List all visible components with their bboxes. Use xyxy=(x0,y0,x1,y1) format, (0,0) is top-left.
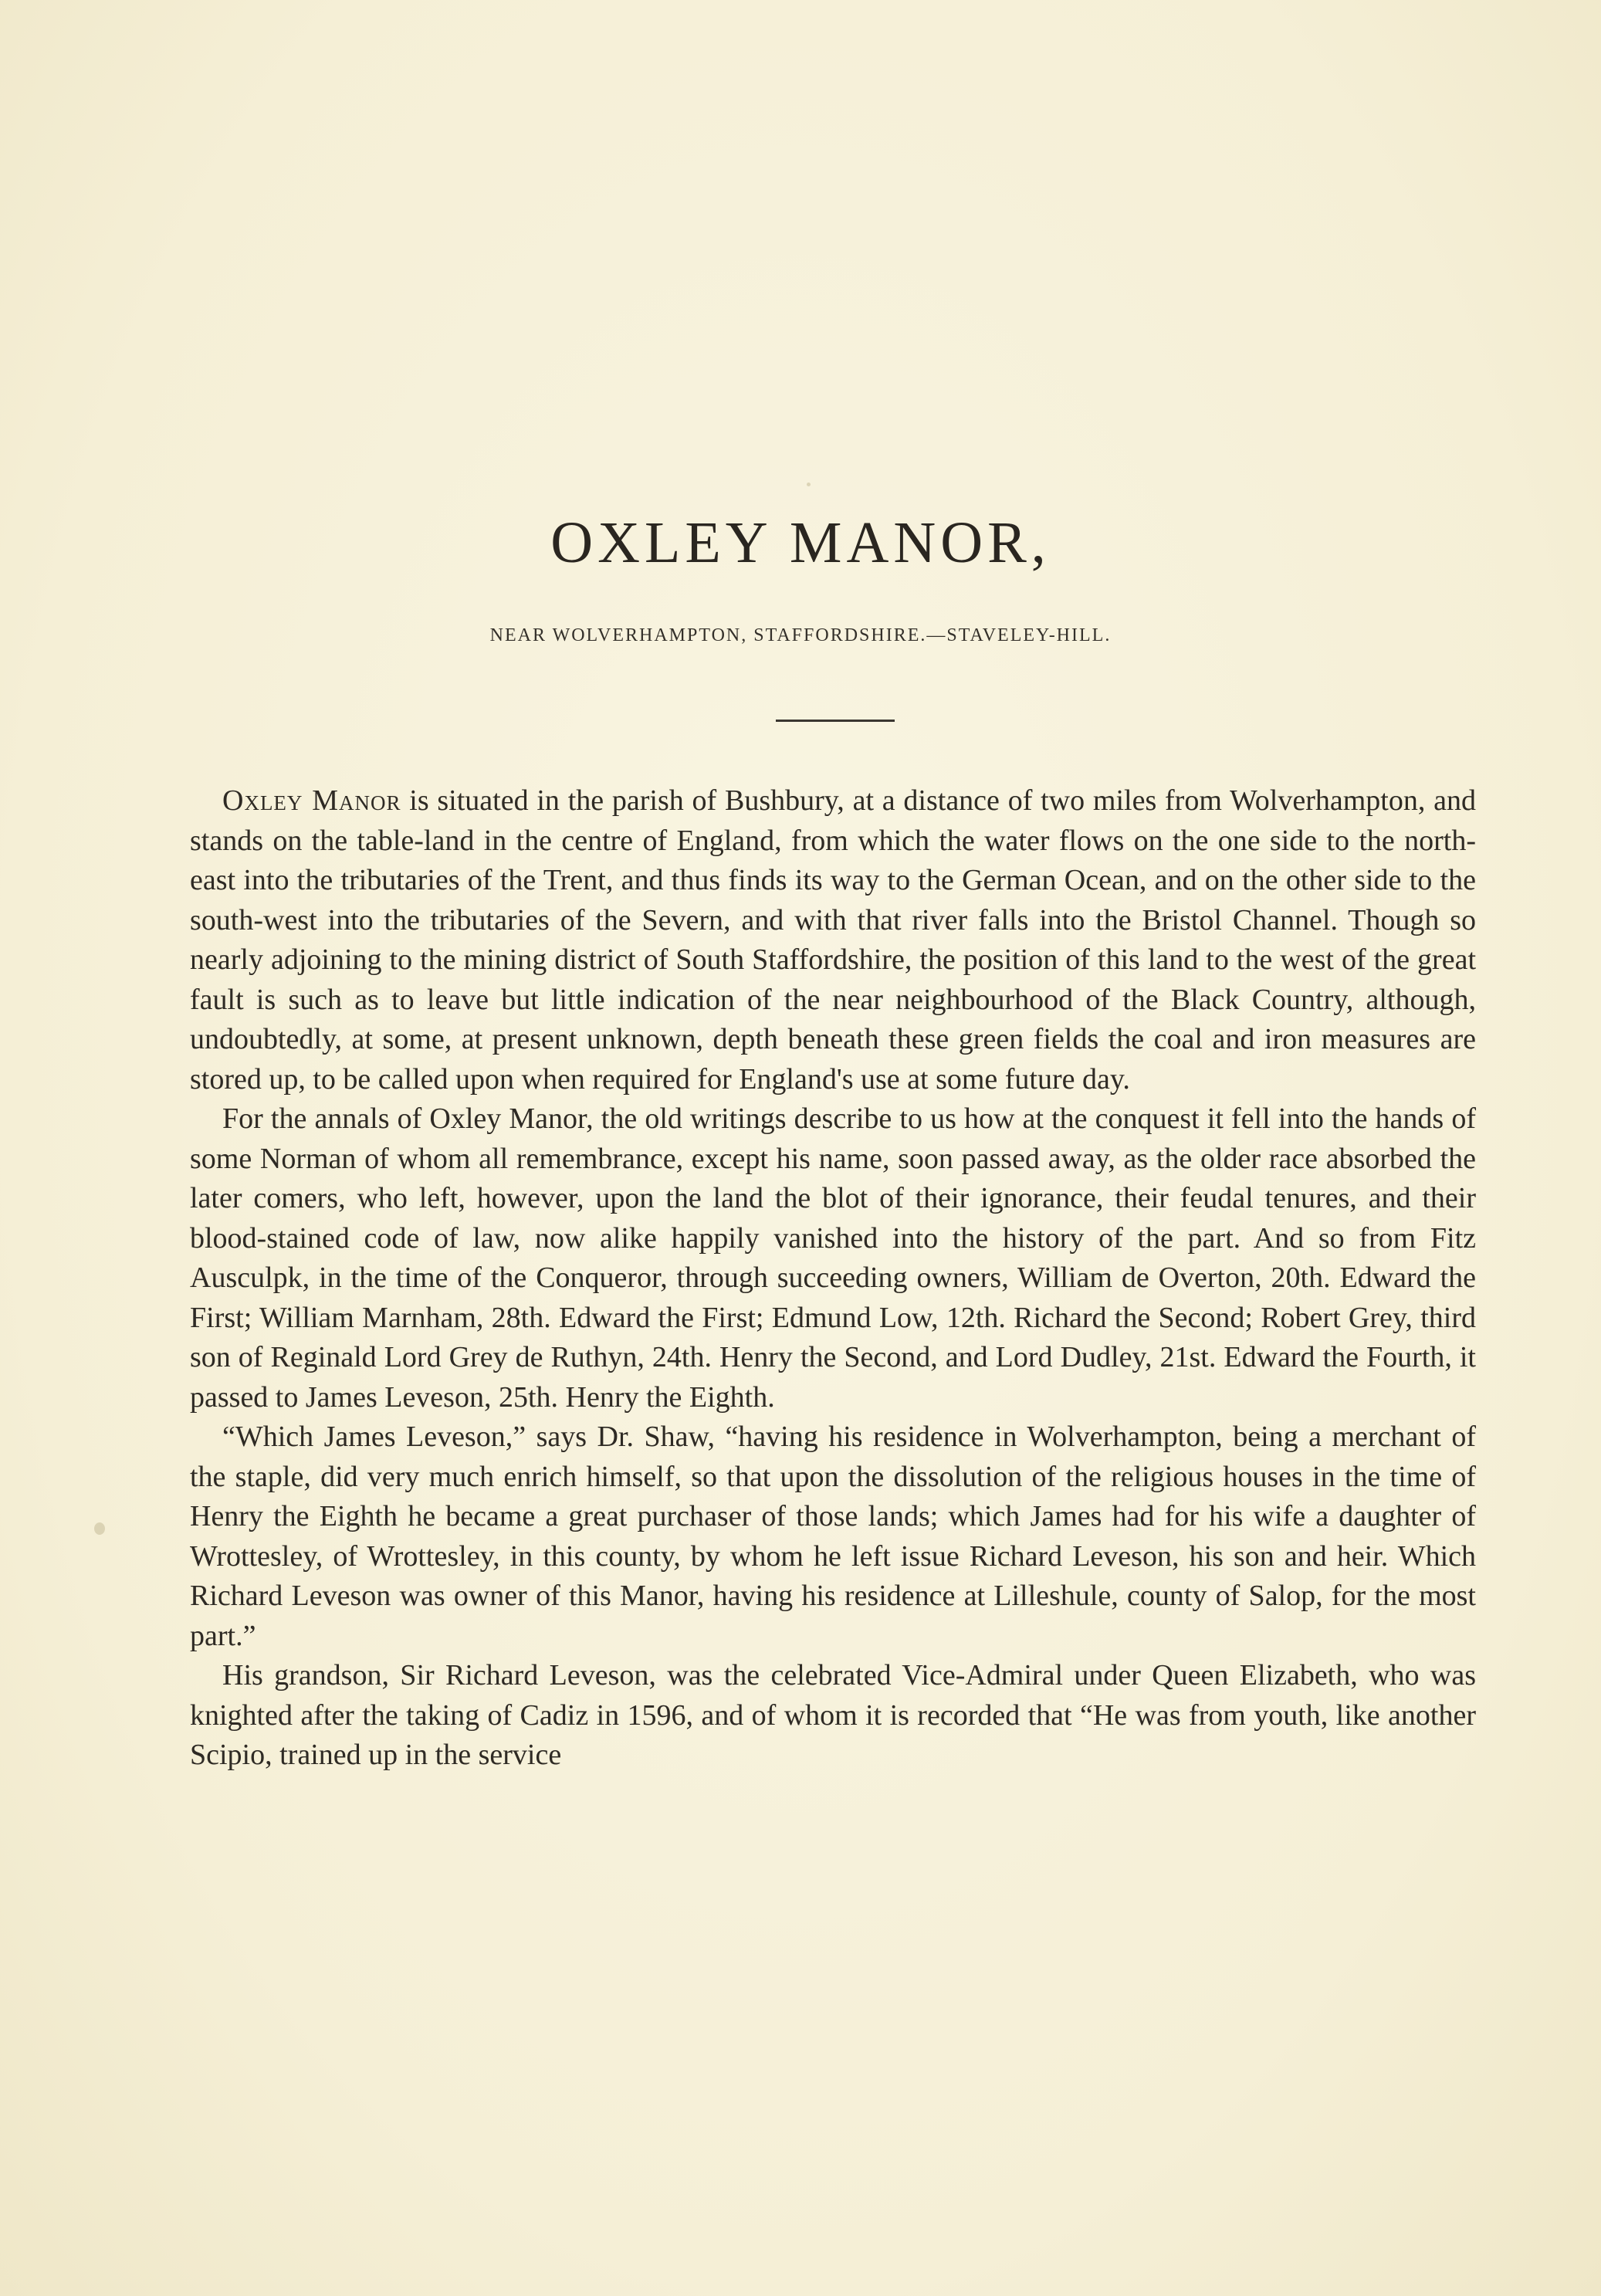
paragraph-text: is situated in the parish of Bushbury, at a distance of two miles from Wolverhampton, and stands on the table-land in the centre of England, from which the water flows on the one side to the north-east into the tributaries of the Trent, and thus finds its way to the German Ocean, and on the other side to the south-west into the tributaries of the Severn, and with that river falls into the Bristol Channel. Though so nearly adjoining to the mining district of South Staffordshire, the position of this land to the west of the great fault is such as to leave but little indication of the near neighbourhood of the Black Country, although, undoubtedly, at some, at present unknown, depth beneath these green fields the coal and iron measures are stored up, to be called upon when required for England's use at some future day. xyxy=(190,784,1476,1096)
paragraph xyxy=(190,1417,1476,1656)
paragraph-lead: Oxley Manor xyxy=(222,784,401,817)
paragraph-text: For the annals of Oxley Manor, the old writings describe to us how at the conquest it fell into the hands of some Norman of whom all remembrance, except his name, soon passed away, as the older race absorbed the later comers, who left, however, upon the land the blot of their ignorance, their feudal tenures, and their blood-stained code of law, now alike happily vanished into the history of the part. And so from Fitz Ausculpk, in the time of the Conqueror, through succeeding owners, William de Overton, 20th. Edward the First; William Marnham, 28th. Edward the First; Edmund Low, 12th. Richard the Second; Robert Grey, third son of Reginald Lord Grey de Ruthyn, 24th. Henry the Second, and Lord Dudley, 21st. Edward the Fourth, it passed to James Leveson, 25th. Henry the Eighth. xyxy=(190,1102,1476,1414)
paragraph xyxy=(190,1099,1476,1417)
page-title: OXLEY MANOR, xyxy=(550,510,1051,575)
title-divider xyxy=(776,720,895,722)
paper-speck xyxy=(94,1522,105,1535)
paragraph xyxy=(190,781,1476,1099)
page-subtitle: NEAR WOLVERHAMPTON, STAFFORDSHIRE.—STAVELEY-HILL. xyxy=(489,625,1112,645)
paragraph xyxy=(190,1656,1476,1776)
paragraph-text: His grandson, Sir Richard Leveson, was the celebrated Vice-Admiral under Queen Elizabeth, who was knighted after the taking of Cadiz in 1596, and of whom it is recorded that “He was from youth, like another Scipio, trained up in the service xyxy=(190,1659,1476,1771)
paragraph-text: “Which James Leveson,” says Dr. Shaw, “having his residence in Wolverhampton, being a merchant of the staple, did very much enrich himself, so that upon the dissolution of the religious houses in the time of Henry the Eighth he became a great purchaser of those lands; which James had for his wife a daughter of Wrottesley, of Wrottesley, in this county, by whom he left issue Richard Leveson, his son and heir. Which Richard Leveson was owner of this Manor, having his residence at Lilleshule, county of Salop, for the most part.” xyxy=(190,1421,1476,1652)
body-text xyxy=(190,781,1476,1776)
paper-speck xyxy=(807,483,811,486)
